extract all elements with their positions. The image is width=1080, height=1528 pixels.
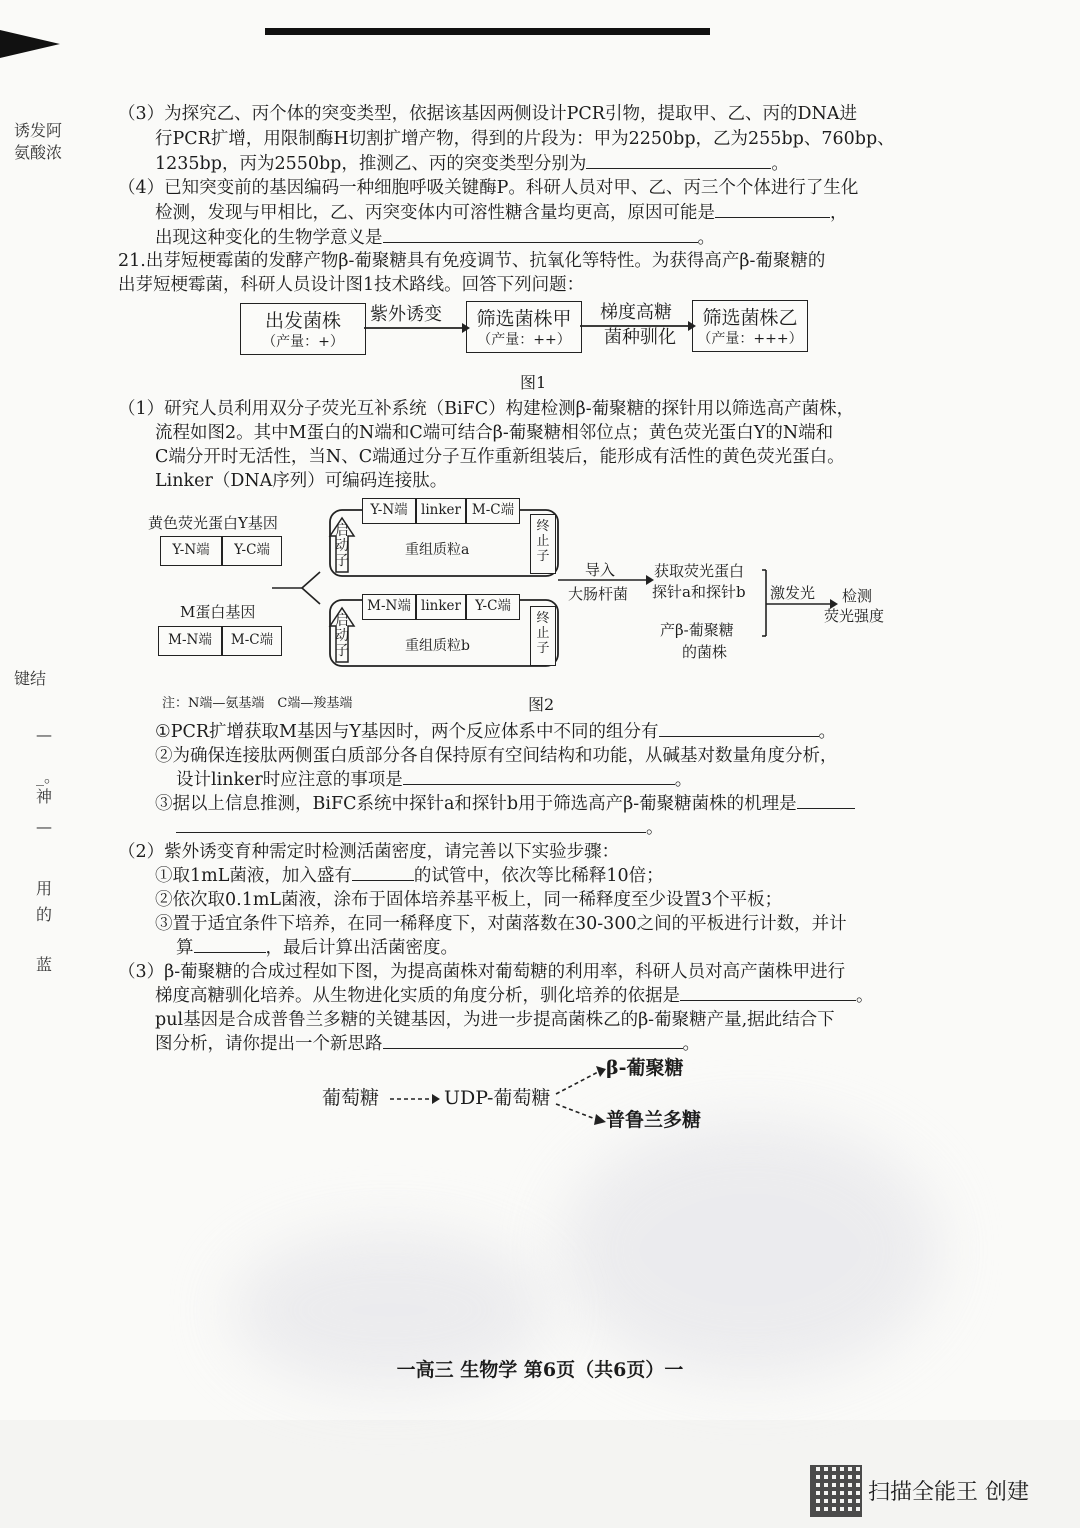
p2-line: （2）紫外诱变育种需定时检测活菌密度，请完善以下实验步骤： bbox=[118, 842, 620, 862]
fig2-note: 注：N端—氨基端 C端—羧基端 bbox=[162, 696, 353, 711]
subq-line: ②为确保连接肽两侧蛋白质部分各自保持原有空间结构和功能，从碱基对数量角度分析， bbox=[155, 746, 838, 766]
margin-note: _。 bbox=[36, 767, 61, 786]
fig2-probe-label: 探针a和探针b bbox=[652, 583, 746, 601]
fig2-b-cell: linker bbox=[416, 594, 466, 620]
fig2-strain-label: 的菌株 bbox=[682, 643, 728, 661]
fig1-uv-label: 紫外诱变 bbox=[370, 304, 442, 325]
subq-line: 。 bbox=[176, 816, 664, 840]
pathway-pullulan: 普鲁兰多糖 bbox=[606, 1109, 702, 1131]
fig2-excite-label: 激发光 bbox=[770, 584, 816, 602]
fig2-terminator-a: 终止子 bbox=[530, 514, 556, 574]
pathway-udp-glucose: UDP-葡萄糖 bbox=[444, 1087, 551, 1109]
q3-line: （3）为探究乙、丙个体的突变类型，依据该基因两侧设计PCR引物，提取甲、乙、丙的DNA进 bbox=[118, 104, 857, 124]
margin-note: 蓝 bbox=[36, 955, 53, 974]
p2-line: ③置于适宜条件下培养，在同一稀释度下，对菌落数在30-300之间的平板进行计数，并计 bbox=[155, 914, 847, 934]
fig2-b-cell: M-N端 bbox=[362, 594, 416, 620]
fig1-caption: 图1 bbox=[520, 373, 547, 392]
q4-line: 检测，发现与甲相比，乙、丙突变体内可溶性糖含量均更高，原因可能是 ， bbox=[155, 203, 848, 223]
fig2-import-label: 导入 bbox=[585, 561, 616, 579]
qr-code-icon bbox=[810, 1465, 862, 1517]
fig2-promoter-a: 启动子 bbox=[335, 523, 349, 569]
p3-line: pul基因是合成普鲁兰多糖的关键基因，为进一步提高菌株乙的β-葡聚糖产量,据此结合下 bbox=[155, 1010, 835, 1030]
subq-line: ③据以上信息推测，BiFC系统中探针a和探针b用于筛选高产β-葡聚糖菌株的机理是 bbox=[155, 792, 855, 816]
margin-note: 神 bbox=[36, 787, 53, 806]
q4-line: 出现这种变化的生物学意义是 。 bbox=[155, 228, 715, 248]
fig2-m-gene-label: M蛋白基因 bbox=[180, 603, 256, 621]
margin-note: — bbox=[36, 725, 52, 744]
p1-line: （1）研究人员利用双分子荧光互补系统（BiFC）构建检测β-葡聚糖的探针用以筛选高产菌株， bbox=[118, 399, 855, 419]
fig2-m-n-cell: M-N端 bbox=[158, 626, 222, 656]
p3-line: （3）β-葡聚糖的合成过程如下图，为提高菌株对葡萄糖的利用率，科研人员对高产菌株甲进行 bbox=[118, 962, 846, 982]
pathway-beta-glucan: β-葡聚糖 bbox=[606, 1057, 684, 1079]
fig2-a-cell: Y-N端 bbox=[362, 498, 416, 524]
q4-line: （4）已知突变前的基因编码一种细胞呼吸关键酶P。科研人员对甲、乙、丙三个个体进行了生化 bbox=[118, 178, 859, 198]
fig2-b-cell: Y-C端 bbox=[466, 594, 520, 620]
margin-note: 氨酸浓 bbox=[14, 143, 63, 162]
fig2-probe-label: 获取荧光蛋白 bbox=[654, 562, 745, 580]
fig2-y-gene-label: 黄色荧光蛋白Y基因 bbox=[148, 514, 278, 532]
margin-note: 用 bbox=[36, 879, 53, 898]
fig2-plasmid-a-label: 重组质粒a bbox=[405, 542, 470, 558]
p3-line: 梯度高糖驯化培养。从生物进化实质的角度分析，驯化培养的依据是 。 bbox=[155, 986, 874, 1006]
pathway-glucose: 葡萄糖 bbox=[322, 1087, 380, 1109]
margin-note: 键结 bbox=[14, 669, 47, 688]
q3-line: 行PCR扩增，用限制酶H切割扩增产物，得到的片段为：甲为2250bp，乙为255bp、760bp、 bbox=[155, 129, 895, 149]
fig2-terminator-b: 终止子 bbox=[530, 606, 556, 666]
p1-line: 流程如图2。其中M蛋白的N端和C端可结合β-葡聚糖相邻位点；黄色荧光蛋白Y的N端和 bbox=[155, 423, 834, 443]
fig2-ecoli-label: 大肠杆菌 bbox=[568, 585, 629, 603]
page-footer: 一高三 生物学 第6页（共6页）一 bbox=[396, 1359, 684, 1381]
fig2-detect-label: 检测 bbox=[842, 587, 873, 605]
p1-line: C端分开时无活性，当N、C端通过分子互作重新组装后，能形成有活性的黄色荧光蛋白。 bbox=[155, 447, 845, 467]
fig1-strain-b-box: 筛选菌株乙 （产量：+++） bbox=[692, 300, 808, 352]
fig1-domestication-label: 梯度高糖 bbox=[600, 302, 672, 323]
fig2-detect-label: 荧光强度 bbox=[824, 607, 885, 625]
margin-note: 诱发阿 bbox=[14, 121, 63, 140]
p2-line: 算 ，最后计算出活菌密度。 bbox=[176, 938, 458, 958]
margin-note: — bbox=[36, 817, 52, 836]
fig1-domestication-label: 菌种驯化 bbox=[604, 327, 676, 348]
fig2-promoter-b: 启动子 bbox=[335, 613, 349, 659]
p2-line: ②依次取0.1mL菌液，涂布于固体培养基平板上，同一稀释度至少设置3个平板； bbox=[155, 890, 783, 910]
p3-line: 图分析，请你提出一个新思路 。 bbox=[155, 1034, 700, 1054]
fig1-start-strain-box: 出发菌株 （产量：+） bbox=[240, 303, 366, 355]
fig2-strain-label: 产β-葡聚糖 bbox=[660, 621, 734, 639]
fig2-a-cell: linker bbox=[416, 498, 466, 524]
q21-line: 出芽短梗霉菌，科研人员设计图1技术路线。回答下列问题： bbox=[118, 275, 585, 295]
scanner-text: 扫描全能王 创建 bbox=[868, 1480, 1029, 1505]
fig2-a-cell: M-C端 bbox=[466, 498, 520, 524]
q3-line: 1235bp，丙为2550bp，推测乙、丙的突变类型分别为 。 bbox=[155, 154, 789, 174]
q21-line: 21.出芽短梗霉菌的发酵产物β-葡聚糖具有免疫调节、抗氧化等特性。为获得高产β-葡聚糖的 bbox=[118, 251, 826, 271]
fig2-y-c-cell: Y-C端 bbox=[222, 536, 282, 566]
subq-line: ①PCR扩增获取M基因与Y基因时，两个反应体系中不同的组分有 。 bbox=[155, 722, 836, 742]
fig2-plasmid-b-label: 重组质粒b bbox=[405, 638, 470, 654]
fig1-strain-a-box: 筛选菌株甲 （产量：++） bbox=[466, 301, 582, 353]
fig2-m-c-cell: M-C端 bbox=[222, 626, 282, 656]
p1-line: Linker（DNA序列）可编码连接肽。 bbox=[155, 471, 448, 491]
p2-line: ①取1mL菌液，加入盛有 的试管中，依次等比稀释10倍； bbox=[155, 866, 664, 886]
fig2-caption: 图2 bbox=[528, 695, 555, 714]
margin-note: 的 bbox=[36, 905, 53, 924]
subq-line: 设计linker时应注意的事项是 。 bbox=[176, 770, 693, 790]
fig2-y-n-cell: Y-N端 bbox=[160, 536, 222, 566]
